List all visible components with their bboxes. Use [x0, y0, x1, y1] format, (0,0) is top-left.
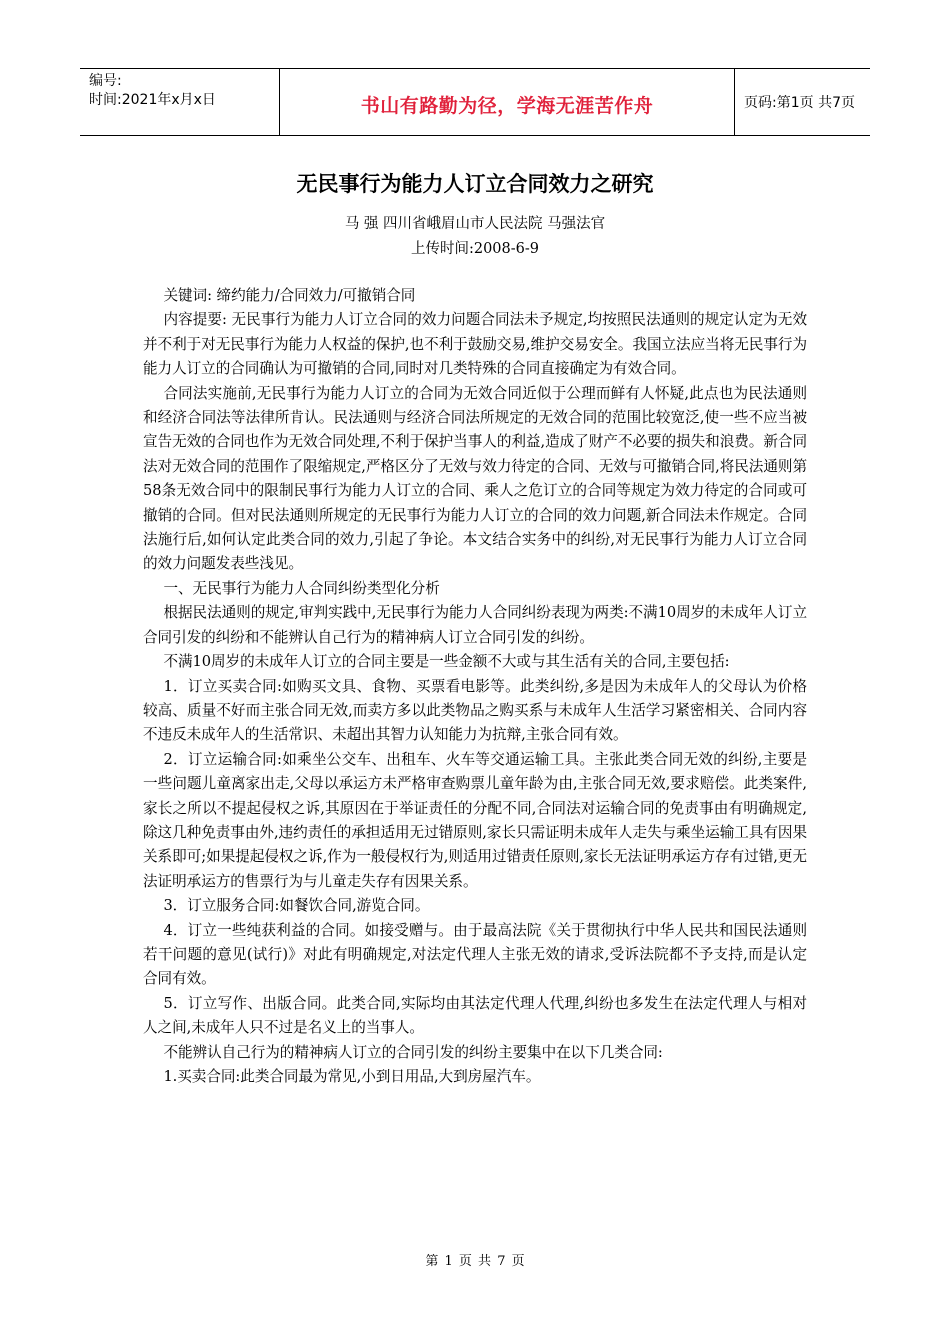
header-table	[80, 68, 870, 136]
upload-time: 上传时间:2008-6-9	[410, 241, 540, 257]
list-item: 1.买卖合同:此类合同最为常见,小到日用品,大到房屋汽车。	[163, 1068, 541, 1085]
keywords-paragraph: 关键词: 缔约能力/合同效力/可撤销合同	[163, 287, 416, 304]
body-paragraph: 不满10周岁的未成年人订立的合同主要是一些金额不大或与其生活有关的合同,主要包括:	[163, 653, 730, 671]
page-number-label: 页码:第1页 共7页	[744, 95, 855, 111]
list-item: 4．订立一些纯获利益的合同。如接受赠与。由于最高法院《关于贯彻执行中华人民共和国民法通则若干问题的意见(试行)》对此有明确规定,对法定代理人主张无效的请求,受诉法院都不予支持,而是认定合同有效。	[143, 921, 807, 988]
document-time-label: 时间:2021年x月x日	[89, 92, 216, 108]
list-item: 1．订立买卖合同:如购买文具、食物、买票看电影等。此类纠纷,多是因为未成年人的父母认为价格较高、质量不好而主张合同无效,而卖方多以此类物品之购买系与未成年人生活学习紧密相关、合同内容不违反未成年人的生活常识、未超出其智力认知能力为抗辩,主张合同有效。	[143, 677, 807, 744]
list-item: 3．订立服务合同:如餐饮合同,游览合同。	[163, 897, 430, 915]
motto-text: 书山有路勤为径，学海无涯苦作舟	[360, 95, 654, 117]
body-paragraph: 根据民法通则的规定,审判实践中,无民事行为能力人合同纠纷表现为两类:不满10周岁的未成年人订立合同引发的纠纷和不能辨认自己行为的精神病人订立合同引发的纠纷。	[143, 604, 807, 646]
list-item: 5．订立写作、出版合同。此类合同,实际均由其法定代理人代理,纠纷也多发生在法定代理人与相对人之间,未成年人只不过是名义上的当事人。	[143, 994, 807, 1037]
body-paragraph: 不能辨认自己行为的精神病人订立的合同引发的纠纷主要集中在以下几类合同:	[163, 1043, 663, 1061]
body-paragraph: 合同法实施前,无民事行为能力人订立的合同为无效合同近似于公理而鲜有人怀疑,此点也为民法通则和经济合同法等法律所肯认。民法通则与经济合同法所规定的无效合同的范围比较宽泛,使一些不应当被宣告无效的合同也作为无效合同处理,不利于保护当事人的利益,造成了财产不必要的损失和浪费。新合同法对无效合同的范围作了限缩规定,严格区分了无效与效力待定的合同、无效与可撤销合同,将民法通则第58条无效合同中的限制民事行为能力人订立的合同、乘人之危订立的合同等规定为效力待定的合同或可撤销的合同。但对民法通则所规定的无民事行为能力人订立的合同的效力问题,新合同法未作规定。合同法施行后,如何认定此类合同的效力,引起了争论。本文结合实务中的纠纷,对无民事行为能力人订立合同的效力问题发表些浅见。	[143, 384, 807, 573]
document-body	[143, 284, 807, 1089]
header-right-cell	[735, 69, 870, 135]
author-line: 马 强 四川省峨眉山市人民法院 马强法官	[344, 216, 606, 232]
header-left-cell	[80, 69, 280, 135]
abstract-paragraph: 内容提要: 无民事行为能力人订立合同的效力问题合同法未予规定,均按照民法通则的规定认定为无效并不利于对无民事行为能力人权益的保护,也不利于鼓励交易,维护交易安全。我国立法应当将无民事行为能力人订立的合同确认为可撤销的合同,同时对几类特殊的合同直接确定为有效合同。	[143, 311, 807, 378]
header-motto-cell	[280, 69, 735, 135]
document-title: 无民事行为能力人订立合同效力之研究	[296, 171, 654, 196]
page-footer: 第 1 页 共 7 页	[425, 1254, 525, 1269]
section-heading: 一、无民事行为能力人合同纠纷类型化分析	[163, 579, 440, 597]
list-item: 2．订立运输合同:如乘坐公交车、出租车、火车等交通运输工具。主张此类合同无效的纠纷,主要是一些问题儿童离家出走,父母以承运方未严格审查购票儿童年龄为由,主张合同无效,要求赔偿。此类案件,家长之所以不提起侵权之诉,其原因在于举证责任的分配不同,合同法对运输合同的免责事由有明确规定,除这几种免责事由外,违约责任的承担适用无过错原则,家长只需证明未成年人走失与乘坐运输工具有因果关系即可;如果提起侵权之诉,作为一般侵权行为,则适用过错责任原则,家长无法证明承运方存有过错,更无法证明承运方的售票行为与儿童走失存有因果关系。	[143, 750, 807, 890]
document-number-label: 编号:	[89, 73, 122, 89]
